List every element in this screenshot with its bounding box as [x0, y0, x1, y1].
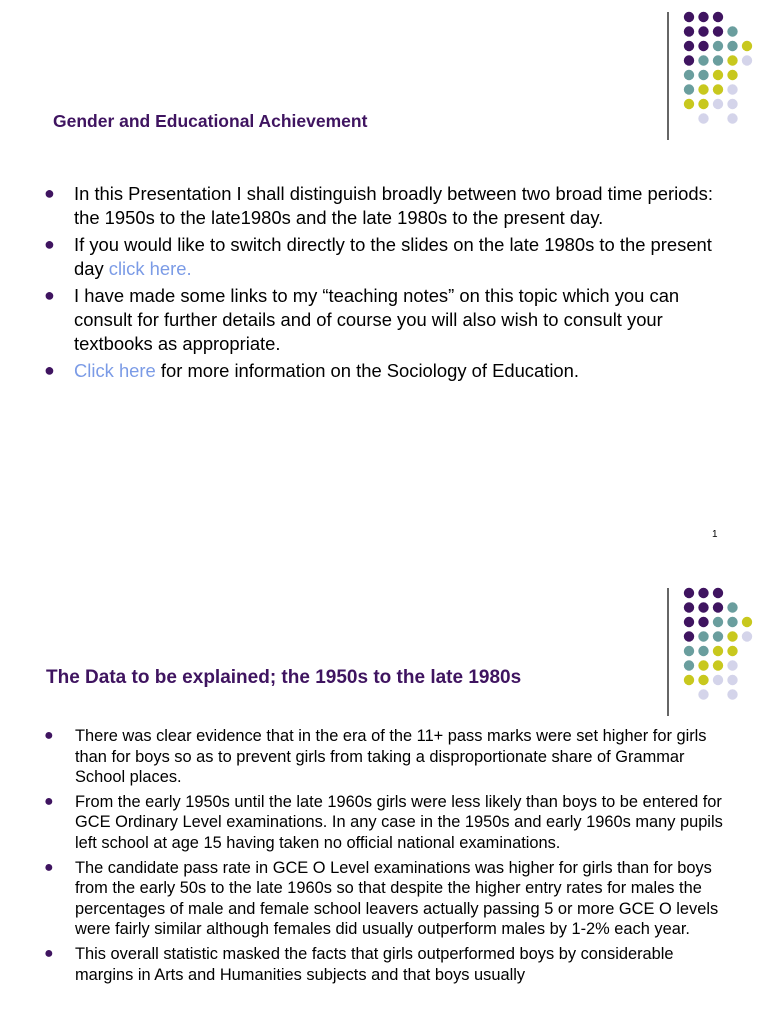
decorative-dot — [684, 631, 694, 641]
bullet-text: In this Presentation I shall distinguish broadly between two broad time periods: the 1950s to the late1980s and the late 1980s to the present day. — [74, 183, 713, 228]
decorative-dot — [698, 84, 708, 94]
decorative-dot — [727, 631, 737, 641]
decorative-dot — [698, 631, 708, 641]
bullet-marker-icon: ● — [44, 858, 54, 876]
bullet-text: This overall statistic masked the facts that girls outperformed boys by considerable margins in Arts and Humanities subjects and that boys usually — [75, 944, 674, 984]
decorative-dot — [713, 26, 723, 36]
decorative-dot — [727, 113, 737, 123]
decorative-dot — [727, 689, 737, 699]
decorative-dot — [684, 41, 694, 51]
late-1980s-link[interactable]: click here. — [108, 257, 192, 279]
decorative-dot — [698, 617, 708, 627]
decorative-dot — [684, 646, 694, 656]
decorative-dot — [698, 70, 708, 80]
decorative-dot — [698, 55, 708, 65]
decorative-dot — [698, 12, 708, 22]
decorative-dot — [684, 12, 694, 22]
decorative-dot — [727, 617, 737, 627]
bullet-item — [44, 726, 725, 788]
decorative-dot — [713, 70, 723, 80]
decorative-dot — [713, 617, 723, 627]
bullet-item — [44, 284, 734, 355]
bullet-text: If you would like to switch directly to the slides on the late 1980s to the present day — [74, 234, 712, 279]
decorative-dot — [713, 602, 723, 612]
sociology-of-education-link[interactable]: Click here — [74, 360, 156, 382]
bullet-item — [44, 944, 725, 985]
bullet-marker-icon: ● — [44, 234, 55, 255]
slide-2 — [0, 576, 768, 1024]
bullet-text: for more information on the Sociology of Education. — [155, 360, 579, 382]
decorative-dot — [727, 99, 737, 109]
bullet-marker-icon: ● — [44, 285, 55, 306]
decorative-dot — [742, 41, 752, 51]
decorative-dot — [698, 689, 708, 699]
decorative-dot — [684, 660, 694, 670]
decorative-dot — [684, 602, 694, 612]
bullet-text: I have made some links to my “teaching notes” on this topic which you can consult for further details and of course you will also wish to consult your textbooks as appropriate. — [74, 285, 680, 354]
decorative-dot — [713, 84, 723, 94]
decorative-dot — [698, 675, 708, 685]
decorative-dot — [684, 26, 694, 36]
bullet-item — [44, 233, 734, 280]
decorative-dot — [684, 675, 694, 685]
decorative-dot — [698, 41, 708, 51]
decorative-dot — [727, 84, 737, 94]
bullet-list — [44, 182, 734, 387]
decorative-dot — [713, 660, 723, 670]
bullet-text: The candidate pass rate in GCE O Level examinations was higher for girls than for boys from the early 50s to the late 1960s so that despite the higher entry rates for males the percentages of male and female school leavers actually passing 5 or more GCE O levels were fairly similar although females did usually outperform males by 1-2% each year. — [75, 858, 719, 939]
decorative-dot — [684, 99, 694, 109]
decorative-dot — [698, 660, 708, 670]
slide-title: Gender and Educational Achievement — [53, 111, 368, 131]
decorative-dot — [727, 26, 737, 36]
decorative-dot — [727, 660, 737, 670]
decorative-dot — [727, 675, 737, 685]
decorative-dot — [713, 675, 723, 685]
bullet-list — [44, 726, 725, 989]
bullet-text: There was clear evidence that in the era of the 11+ pass marks were set higher for girls than for boys so as to prevent girls from taking a disproportionate share of Grammar School places. — [75, 727, 707, 787]
decorative-dot — [698, 26, 708, 36]
decorative-dot — [684, 588, 694, 598]
bullet-marker-icon: ● — [44, 360, 55, 381]
decorative-dot — [713, 99, 723, 109]
decorative-dot — [742, 617, 752, 627]
decorative-dot — [742, 631, 752, 641]
decorative-dot — [713, 12, 723, 22]
bullet-marker-icon: ● — [44, 944, 54, 962]
decorative-dot — [698, 113, 708, 123]
decorative-dot — [713, 631, 723, 641]
decorative-dots — [684, 588, 752, 700]
decorative-dot — [713, 646, 723, 656]
decorative-dot — [727, 602, 737, 612]
bullet-marker-icon: ● — [44, 183, 55, 203]
decorative-dot — [698, 99, 708, 109]
decorative-dot-grid — [664, 586, 764, 716]
bullet-item — [44, 792, 725, 854]
decorative-dot — [698, 588, 708, 598]
bullet-item — [44, 182, 734, 229]
decorative-dot-grid — [664, 10, 764, 140]
decorative-dot — [727, 646, 737, 656]
decorative-dot — [727, 41, 737, 51]
decorative-dot — [684, 55, 694, 65]
decorative-dot — [713, 41, 723, 51]
bullet-item — [44, 359, 734, 383]
decorative-dot — [713, 55, 723, 65]
decorative-dot — [684, 617, 694, 627]
decorative-dot — [698, 646, 708, 656]
decorative-dot — [684, 84, 694, 94]
bullet-marker-icon: ● — [44, 792, 54, 810]
bullet-marker-icon: ● — [44, 727, 54, 744]
decorative-dot — [742, 55, 752, 65]
slide-title: The Data to be explained; the 1950s to the late 1980s — [46, 667, 522, 688]
bullet-text: From the early 1950s until the late 1960s girls were less likely than boys to be entered for GCE Ordinary Level examinations. In any case in the 1950s and early 1960s many pupils left school at age 15 having taken no official national examinations. — [75, 792, 723, 852]
bullet-item — [44, 858, 725, 940]
decorative-dot — [684, 70, 694, 80]
decorative-dot — [727, 70, 737, 80]
decorative-dots — [684, 12, 752, 124]
decorative-dot — [713, 588, 723, 598]
decorative-dot — [727, 55, 737, 65]
decorative-dot — [698, 602, 708, 612]
page-number: 1 — [712, 529, 718, 540]
